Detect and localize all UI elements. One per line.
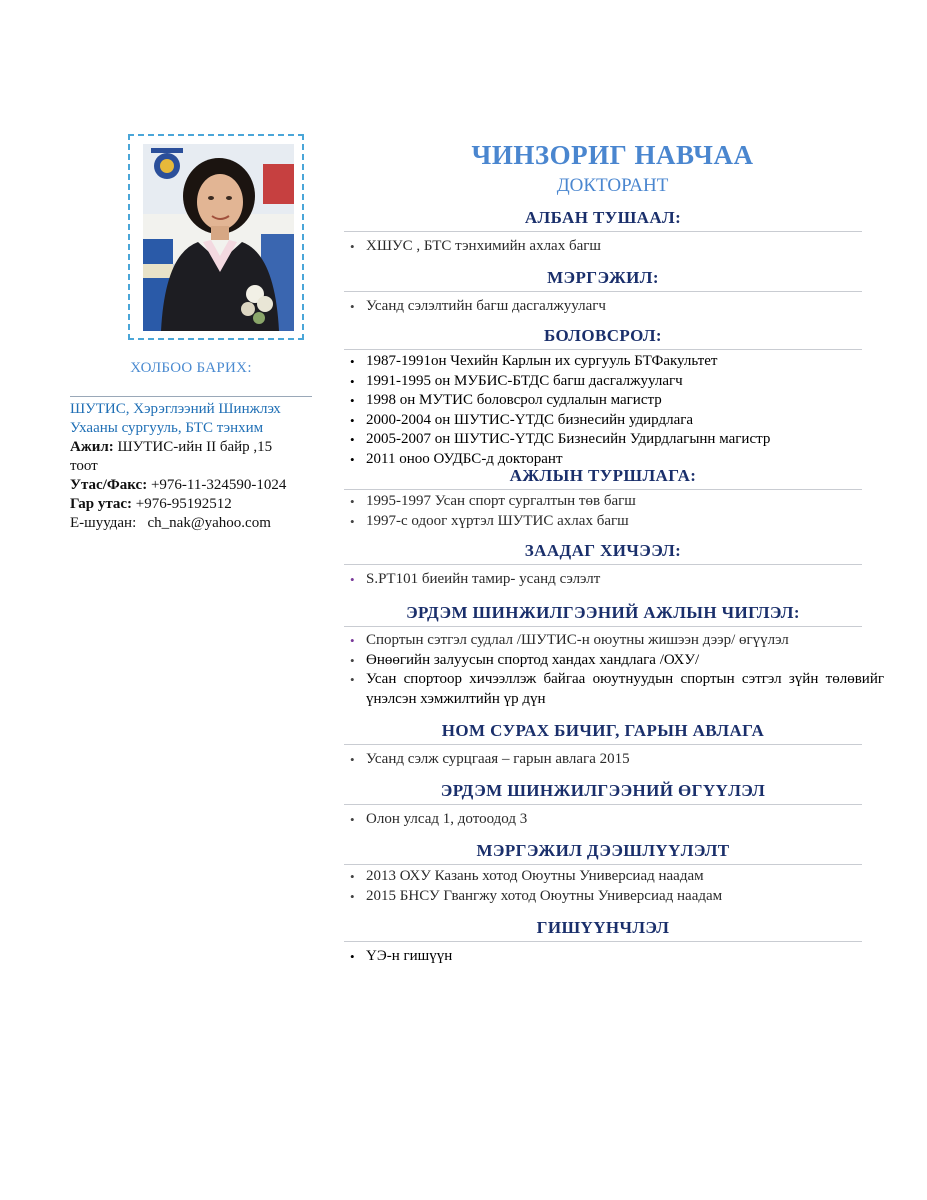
work-value: ШУТИС-ийн II байр ,15 [113, 439, 273, 455]
contact-work-line2: тоот [70, 458, 98, 474]
contact-org-line1: ШУТИС, Хэрэглээний Шинжлэх [70, 401, 281, 417]
mobile-label: Гар утас: [70, 496, 133, 512]
section-textbooks [344, 721, 862, 770]
person-role: ДОКТОРАНТ [556, 175, 669, 196]
person-name: ЧИНЗОРИГ НАВЧАА [471, 140, 754, 170]
section-heading: ЭРДЭМ ШИНЖИЛГЭЭНИЙ АЖЛЫН ЧИГЛЭЛ: [344, 603, 862, 627]
section-experience [344, 466, 862, 531]
list-item: • S.PT101 биеийн тамир- усанд сэлэлт [344, 570, 862, 590]
section-heading: ЗААДАГ ХИЧЭЭЛ: [344, 541, 862, 565]
section-heading: АЛБАН ТУШААЛ: [344, 208, 862, 232]
work-label: Ажил: [70, 439, 114, 455]
list-item: • Өнөөгийн залуусын спортод хандах хандлага /ОХУ/ [344, 651, 862, 671]
section-profession [344, 268, 862, 317]
section-heading: ЭРДЭМ ШИНЖИЛГЭЭНИЙ ӨГҮҮЛЭЛ [344, 781, 862, 805]
contact-block [70, 400, 316, 533]
section-courses [344, 541, 862, 590]
photo-frame [128, 134, 304, 340]
section-articles [344, 781, 862, 830]
section-education [344, 326, 862, 469]
contact-mobile [70, 495, 316, 514]
profile-photo [143, 144, 294, 331]
phone-label: Утас/Факс: [70, 477, 148, 493]
list-item: • 2000-2004 он ШУТИС-ҮТДС бизнесийн удирдлага [344, 411, 862, 431]
list-item: • ХШУС , БТС тэнхимийн ахлах багш [344, 237, 862, 257]
mobile-value: +976-95192512 [132, 496, 232, 512]
list-item: • 1991-1995 он МУБИС-БТДС багш дасгалжуулагч [344, 372, 862, 392]
contact-org-line2: Ухааны сургууль, БТС тэнхим [70, 420, 264, 436]
list-item: • Спортын сэтгэл судлал /ШУТИС-н оюутны жишээн дээр/ өгүүлэл [344, 631, 862, 651]
section-heading: НОМ СУРАХ БИЧИГ, ГАРЫН АВЛАГА [344, 721, 862, 745]
list-item: • 1995-1997 Усан спорт сургалтын төв багш [344, 492, 862, 512]
list-item: • 1987-1991он Чехийн Карлын их сургууль БТФакультет [344, 352, 862, 372]
list-item: • ҮЭ-н гишүүн [344, 947, 862, 967]
list-item: • Олон улсад 1, дотоодод 3 [344, 810, 862, 830]
list-item: • 2015 БНСУ Гвангжу хотод Оюутны Универсиад наадам [344, 887, 862, 907]
list-item: • 2013 ОХУ Казань хотод Оюутны Универсиад наадам [344, 867, 862, 887]
section-heading: МЭРГЭЖИЛ: [344, 268, 862, 292]
list-item: • Усанд сэлэлтийн багш дасгалжуулагч [344, 297, 862, 317]
list-item: • Усанд сэлж сурцгаая – гарын авлага 2015 [344, 750, 862, 770]
email-value[interactable]: ch_nak@yahoo.com [136, 515, 271, 531]
section-position [344, 208, 862, 257]
section-membership [344, 918, 862, 967]
section-heading: БОЛОВСРОЛ: [344, 326, 862, 350]
contact-work [70, 438, 316, 457]
email-label: E-шуудан: [70, 515, 137, 531]
section-research [344, 603, 884, 709]
list-item: • 2011 оноо ОУДБС-д докторант [344, 450, 862, 470]
list-item: • 1998 он МУТИС боловсрол судлалын магистр [344, 391, 862, 411]
contact-email [70, 514, 316, 533]
contact-divider [70, 396, 312, 397]
section-heading: МЭРГЭЖИЛ ДЭЭШЛҮҮЛЭЛТ [344, 841, 862, 865]
contact-title: ХОЛБОО БАРИХ: [130, 360, 252, 376]
contact-phone [70, 476, 316, 495]
section-development [344, 841, 862, 906]
list-item: • 2005-2007 он ШУТИС-ҮТДС Бизнесийн Удирдлагынн магистр [344, 430, 862, 450]
list-item: • 1997-с одоог хүртэл ШУТИС ахлах багш [344, 512, 862, 532]
list-item: • Усан спортоор хичээллэж байгаа оюутнуудын спортын сэтгэл зүйн төлөвийг үнэлсэн хэмжилтийн үр дүн [344, 670, 884, 709]
section-heading: ГИШҮҮНЧЛЭЛ [344, 918, 862, 942]
section-heading: АЖЛЫН ТУРШЛАГА: [344, 466, 862, 490]
phone-value: +976-11-324590-1024 [147, 477, 287, 493]
